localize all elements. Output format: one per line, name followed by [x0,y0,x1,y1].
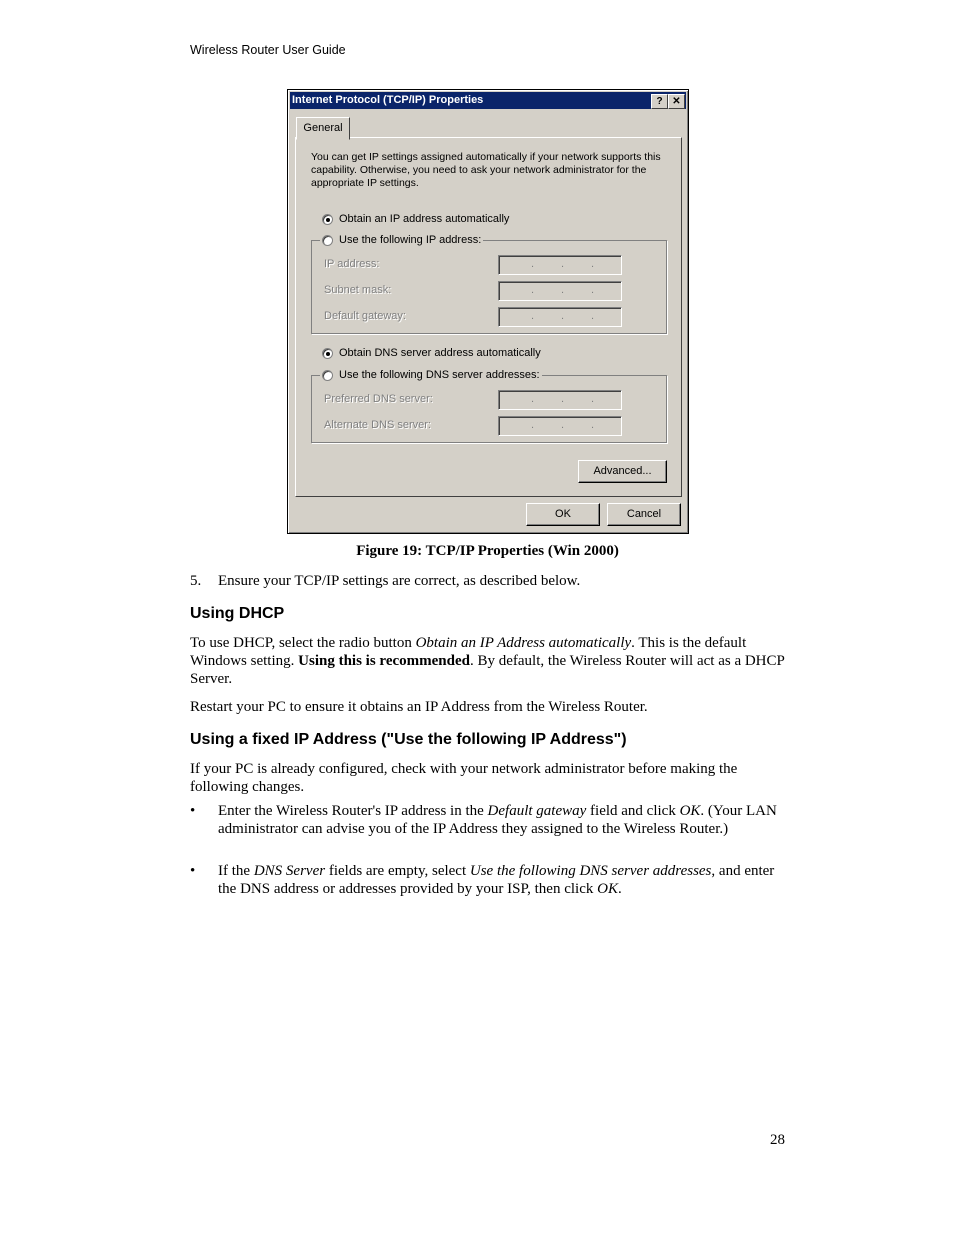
help-button[interactable]: ? [651,94,668,109]
text-run-italic: Default gateway [487,803,587,819]
radio-label: Obtain DNS server address automatically [339,347,541,359]
step-text: Ensure your TCP/IP settings are correct, as described below. [218,573,581,589]
ok-button[interactable]: OK [526,503,600,526]
text-run-italic: OK [679,803,701,819]
radio-label: Use the following DNS server addresses: [339,369,540,381]
radio-checked-icon [322,214,333,225]
text-run: . This is the default Windows setting. [190,635,747,669]
text-run-italic: Obtain an IP Address automatically [415,635,632,651]
default-gateway-label: Default gateway: [324,310,406,322]
preferred-dns-label: Preferred DNS server: [324,393,433,405]
ip-address-field[interactable]: . . . [498,255,622,275]
bullet-item-1 [190,802,785,838]
preferred-dns-field[interactable]: . . . [498,390,622,410]
dhcp-paragraph-1 [190,634,785,688]
figure-caption: Figure 19: TCP/IP Properties (Win 2000) [356,543,619,559]
text-run: , and enter the DNS address or addresses provided by your ISP, then click [218,863,775,897]
alternate-dns-field[interactable]: . . . [498,416,622,436]
bullet-item-2 [190,862,785,898]
step-number: 5. [190,573,202,589]
text-run: field and click [586,803,680,819]
default-gateway-field[interactable]: . . . [498,307,622,327]
close-button[interactable]: ✕ [668,94,685,109]
text-run: fields are empty, select [325,863,470,879]
heading-using-dhcp: Using DHCP [190,605,285,622]
radio-obtain-ip-auto[interactable] [322,213,511,225]
dialog-title: Internet Protocol (TCP/IP) Properties [292,94,484,106]
fixed-ip-paragraph: If your PC is already configured, check with your network administrator before making the following changes. [190,761,738,795]
text-run: To use DHCP, select the radio button [190,635,416,651]
advanced-button[interactable]: Advanced... [578,460,667,483]
dhcp-paragraph-2: Restart your PC to ensure it obtains an IP Address from the Wireless Router. [190,699,648,715]
step-5 [190,572,785,590]
tcpip-properties-dialog [287,89,689,534]
cancel-button[interactable]: Cancel [607,503,681,526]
title-bar[interactable] [290,92,686,109]
text-run: . By default, the Wireless Router will act as a DHCP Server. [190,653,785,687]
text-run: . [617,881,622,897]
text-run-bold: Using this is recommended [298,653,470,669]
alternate-dns-label: Alternate DNS server: [324,419,431,431]
general-tab-panel [295,137,682,497]
radio-checked-icon [322,348,333,359]
text-run-italic: Use the following DNS server addresses [469,863,712,879]
bullet-icon: • [190,863,196,879]
subnet-mask-field[interactable]: . . . [498,281,622,301]
radio-use-static-ip[interactable] [320,234,483,246]
text-run: If the [218,863,254,879]
text-run-italic: DNS Server [253,863,326,879]
heading-fixed-ip: Using a fixed IP Address ("Use the following IP Address") [190,731,627,748]
tab-general[interactable]: General [296,117,350,140]
text-run: . (Your LAN administrator can advise you of the IP Address they assigned to the Wireless Router.) [218,803,777,837]
page-number: 28 [770,1132,785,1148]
intro-text: You can get IP settings assigned automatically if your network supports this capability. Otherwise, you need to ask your network administrator for the appropriate IP settings. [311,151,661,189]
radio-use-static-dns[interactable] [320,369,542,381]
text-run-italic: OK [597,881,618,897]
ip-address-label: IP address: [324,258,380,270]
radio-unchecked-icon [322,370,333,381]
radio-unchecked-icon [322,235,333,246]
running-header: Wireless Router User Guide [190,43,346,57]
radio-obtain-dns-auto[interactable] [322,347,543,359]
subnet-mask-label: Subnet mask: [324,284,392,296]
text-run: Enter the Wireless Router's IP address in the [218,803,488,819]
bullet-icon: • [190,803,196,819]
radio-label: Use the following IP address: [339,234,482,246]
radio-label: Obtain an IP address automatically [339,213,510,225]
